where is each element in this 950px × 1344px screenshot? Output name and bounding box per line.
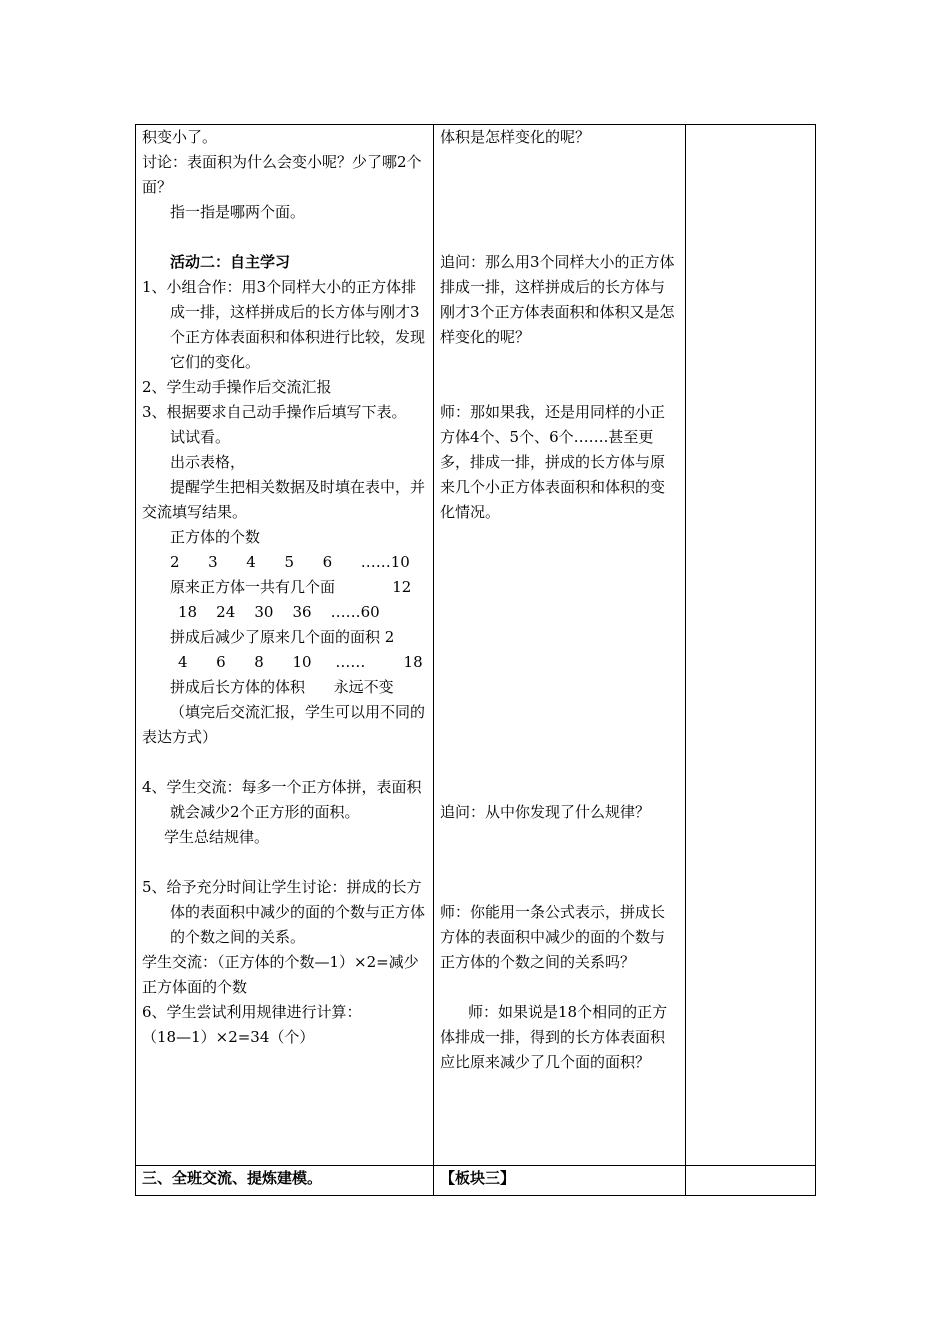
block-label: 【板块三】: [440, 1169, 516, 1187]
teacher-question: 追问：那么用3个同样大小的正方体排成一排，这样拼成后的长方体与刚才3个正方体表面积和体积又是怎样变化的呢？: [440, 253, 675, 346]
discussion-question: 讨论：表面积为什么会变小呢？少了哪2个面？: [142, 153, 422, 196]
table-header-line: 拼成后长方体的体积 永远不变: [170, 678, 394, 696]
table-row: [136, 125, 816, 1166]
teacher-question: 追问：从中你发现了什么规律？: [440, 803, 651, 821]
text-line: 学生总结规律。: [164, 828, 270, 846]
table-header-line: 拼成后减少了原来几个面的面积 2: [170, 628, 395, 646]
table-header-line: 正方体的个数: [170, 528, 261, 546]
notes-cell: [686, 125, 816, 1166]
teacher-guidance-cell: [434, 125, 686, 1166]
text-line: （18—1）×2=34（个）: [142, 1028, 315, 1046]
text-line: 出示表格，: [170, 453, 246, 471]
student-activity-cell: [136, 125, 434, 1166]
list-item: 6、学生尝试利用规律进行计算：: [142, 1003, 362, 1021]
list-item: 3、根据要求自己动手操作后填写下表。: [142, 403, 407, 421]
section-heading-cell: [136, 1166, 434, 1196]
notes-cell: [686, 1166, 816, 1196]
section-heading: 三、全班交流、提炼建模。: [142, 1169, 323, 1187]
table-values-line: 18 24 30 36 ……60: [178, 603, 380, 621]
list-item: 4、学生交流：每多一个正方体拼，表面积就会减少2个正方形的面积。: [142, 778, 422, 821]
teacher-question: 师：如果说是18个相同的正方体排成一排，得到的长方体表面积应比原来减少了几个面的面积？: [440, 1003, 668, 1071]
text-line: 体积是怎样变化的呢？: [440, 128, 591, 146]
table-values-line: 4 6 8 10 …… 18: [178, 653, 423, 671]
list-item: 1、小组合作：用3个同样大小的正方体排成一排，这样拼成后的长方体与刚才3个正方体表面积和体积进行比较，发现它们的变化。: [142, 278, 426, 371]
teacher-question: 师：你能用一条公式表示，拼成长方体的表面积中减少的面的个数与正方体的个数之间的关系吗？: [440, 903, 666, 971]
activity-heading: 活动二：自主学习: [170, 253, 291, 271]
text-line: 提醒学生把相关数据及时填在表中，并交流填写结果。: [142, 478, 426, 521]
text-line: 学生交流：（正方体的个数—1）×2=减少正方体面的个数: [142, 953, 419, 996]
lesson-plan-table: [135, 124, 816, 1196]
teacher-question: 师：那如果我，还是用同样的小正方体4个、5个、6个…….甚至更多，排成一排，拼成的长方体与原来几个小正方体表面积和体积的变化情况。: [440, 403, 666, 521]
text-line: 积变小了。: [142, 128, 218, 146]
list-item: 2、学生动手操作后交流汇报: [142, 378, 332, 396]
list-item: 5、给予充分时间让学生讨论：拼成的长方体的表面积中减少的面的个数与正方体的个数之间的关系。: [142, 878, 426, 946]
text-line: （填完后交流汇报，学生可以用不同的表达方式）: [142, 703, 426, 746]
table-row: [136, 1166, 816, 1196]
table-values-line: 2 3 4 5 6 ……10: [170, 553, 410, 571]
text-line: 试试看。: [170, 428, 231, 446]
block-label-cell: [434, 1166, 686, 1196]
table-header-line: 原来正方体一共有几个面 12: [170, 578, 412, 596]
text-line: 指一指是哪两个面。: [170, 203, 306, 221]
